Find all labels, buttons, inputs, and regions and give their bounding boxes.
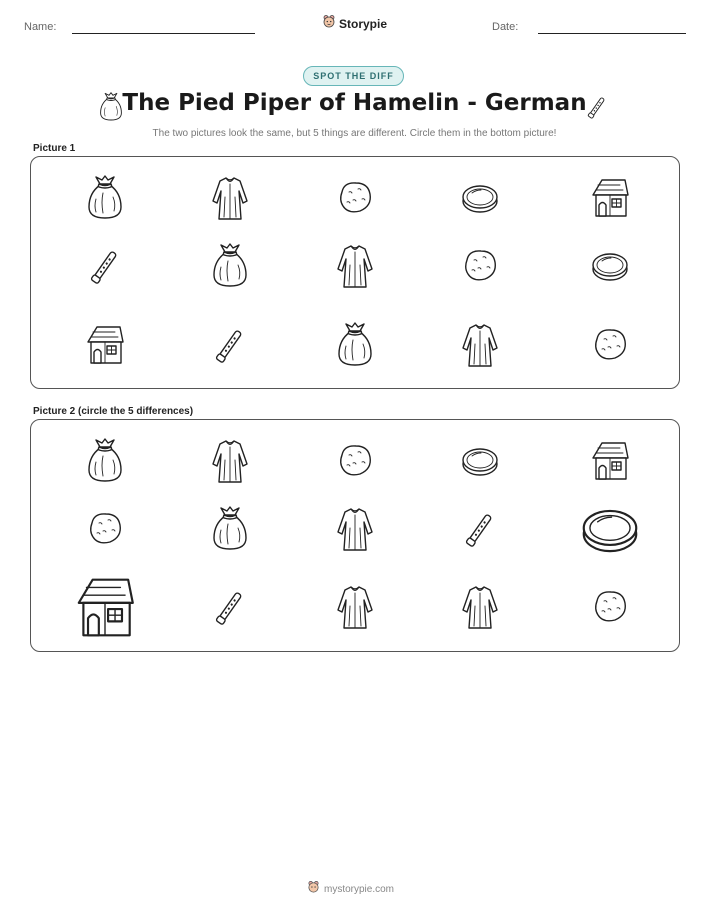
page-title: The Pied Piper of Hamelin - German xyxy=(122,90,587,116)
bag-icon[interactable] xyxy=(85,438,125,484)
potato-icon[interactable] xyxy=(335,438,375,484)
robe-icon[interactable] xyxy=(335,584,375,630)
footer xyxy=(307,880,394,898)
house-icon[interactable] xyxy=(74,572,136,643)
flute-icon xyxy=(85,243,125,289)
footer-url: mystorypie.com xyxy=(324,883,395,895)
brand-logo xyxy=(322,14,387,33)
storypie-mascot-icon xyxy=(307,880,320,898)
flute-icon[interactable] xyxy=(210,584,250,630)
potato-icon xyxy=(335,175,375,221)
flute-icon xyxy=(210,322,250,368)
flute-icon[interactable] xyxy=(460,506,500,552)
brand-name: Storypie xyxy=(339,16,388,31)
robe-icon xyxy=(460,322,500,368)
name-label: Name: xyxy=(24,21,57,33)
name-line[interactable] xyxy=(72,33,255,34)
title-flute-icon xyxy=(584,92,610,122)
spot-the-diff-badge: SPOT THE DIFF xyxy=(303,66,404,86)
date-label: Date: xyxy=(492,21,519,33)
coin-icon xyxy=(590,243,630,289)
bag-icon[interactable] xyxy=(210,506,250,552)
house-icon xyxy=(85,322,125,368)
coin-icon xyxy=(460,175,500,221)
bag-icon xyxy=(335,322,375,368)
picture1-label: Picture 1 xyxy=(33,143,76,154)
instructions: The two pictures look the same, but 5 things are different. Circle them in the bottom picture! xyxy=(152,128,557,139)
potato-icon xyxy=(460,243,500,289)
robe-icon[interactable] xyxy=(210,438,250,484)
potato-icon[interactable] xyxy=(590,584,630,630)
robe-icon[interactable] xyxy=(460,584,500,630)
picture2-label: Picture 2 (circle the 5 differences) xyxy=(33,406,194,417)
date-line[interactable] xyxy=(538,33,686,34)
coin-icon[interactable] xyxy=(460,438,500,484)
potato-icon[interactable] xyxy=(85,506,125,552)
bag-icon xyxy=(210,243,250,289)
robe-icon xyxy=(210,175,250,221)
storypie-mascot-icon xyxy=(322,14,336,33)
robe-icon xyxy=(335,243,375,289)
house-icon[interactable] xyxy=(590,438,630,484)
robe-icon[interactable] xyxy=(335,506,375,552)
house-icon xyxy=(590,175,630,221)
potato-icon xyxy=(590,322,630,368)
bag-icon xyxy=(85,175,125,221)
coin-icon[interactable] xyxy=(579,494,641,565)
